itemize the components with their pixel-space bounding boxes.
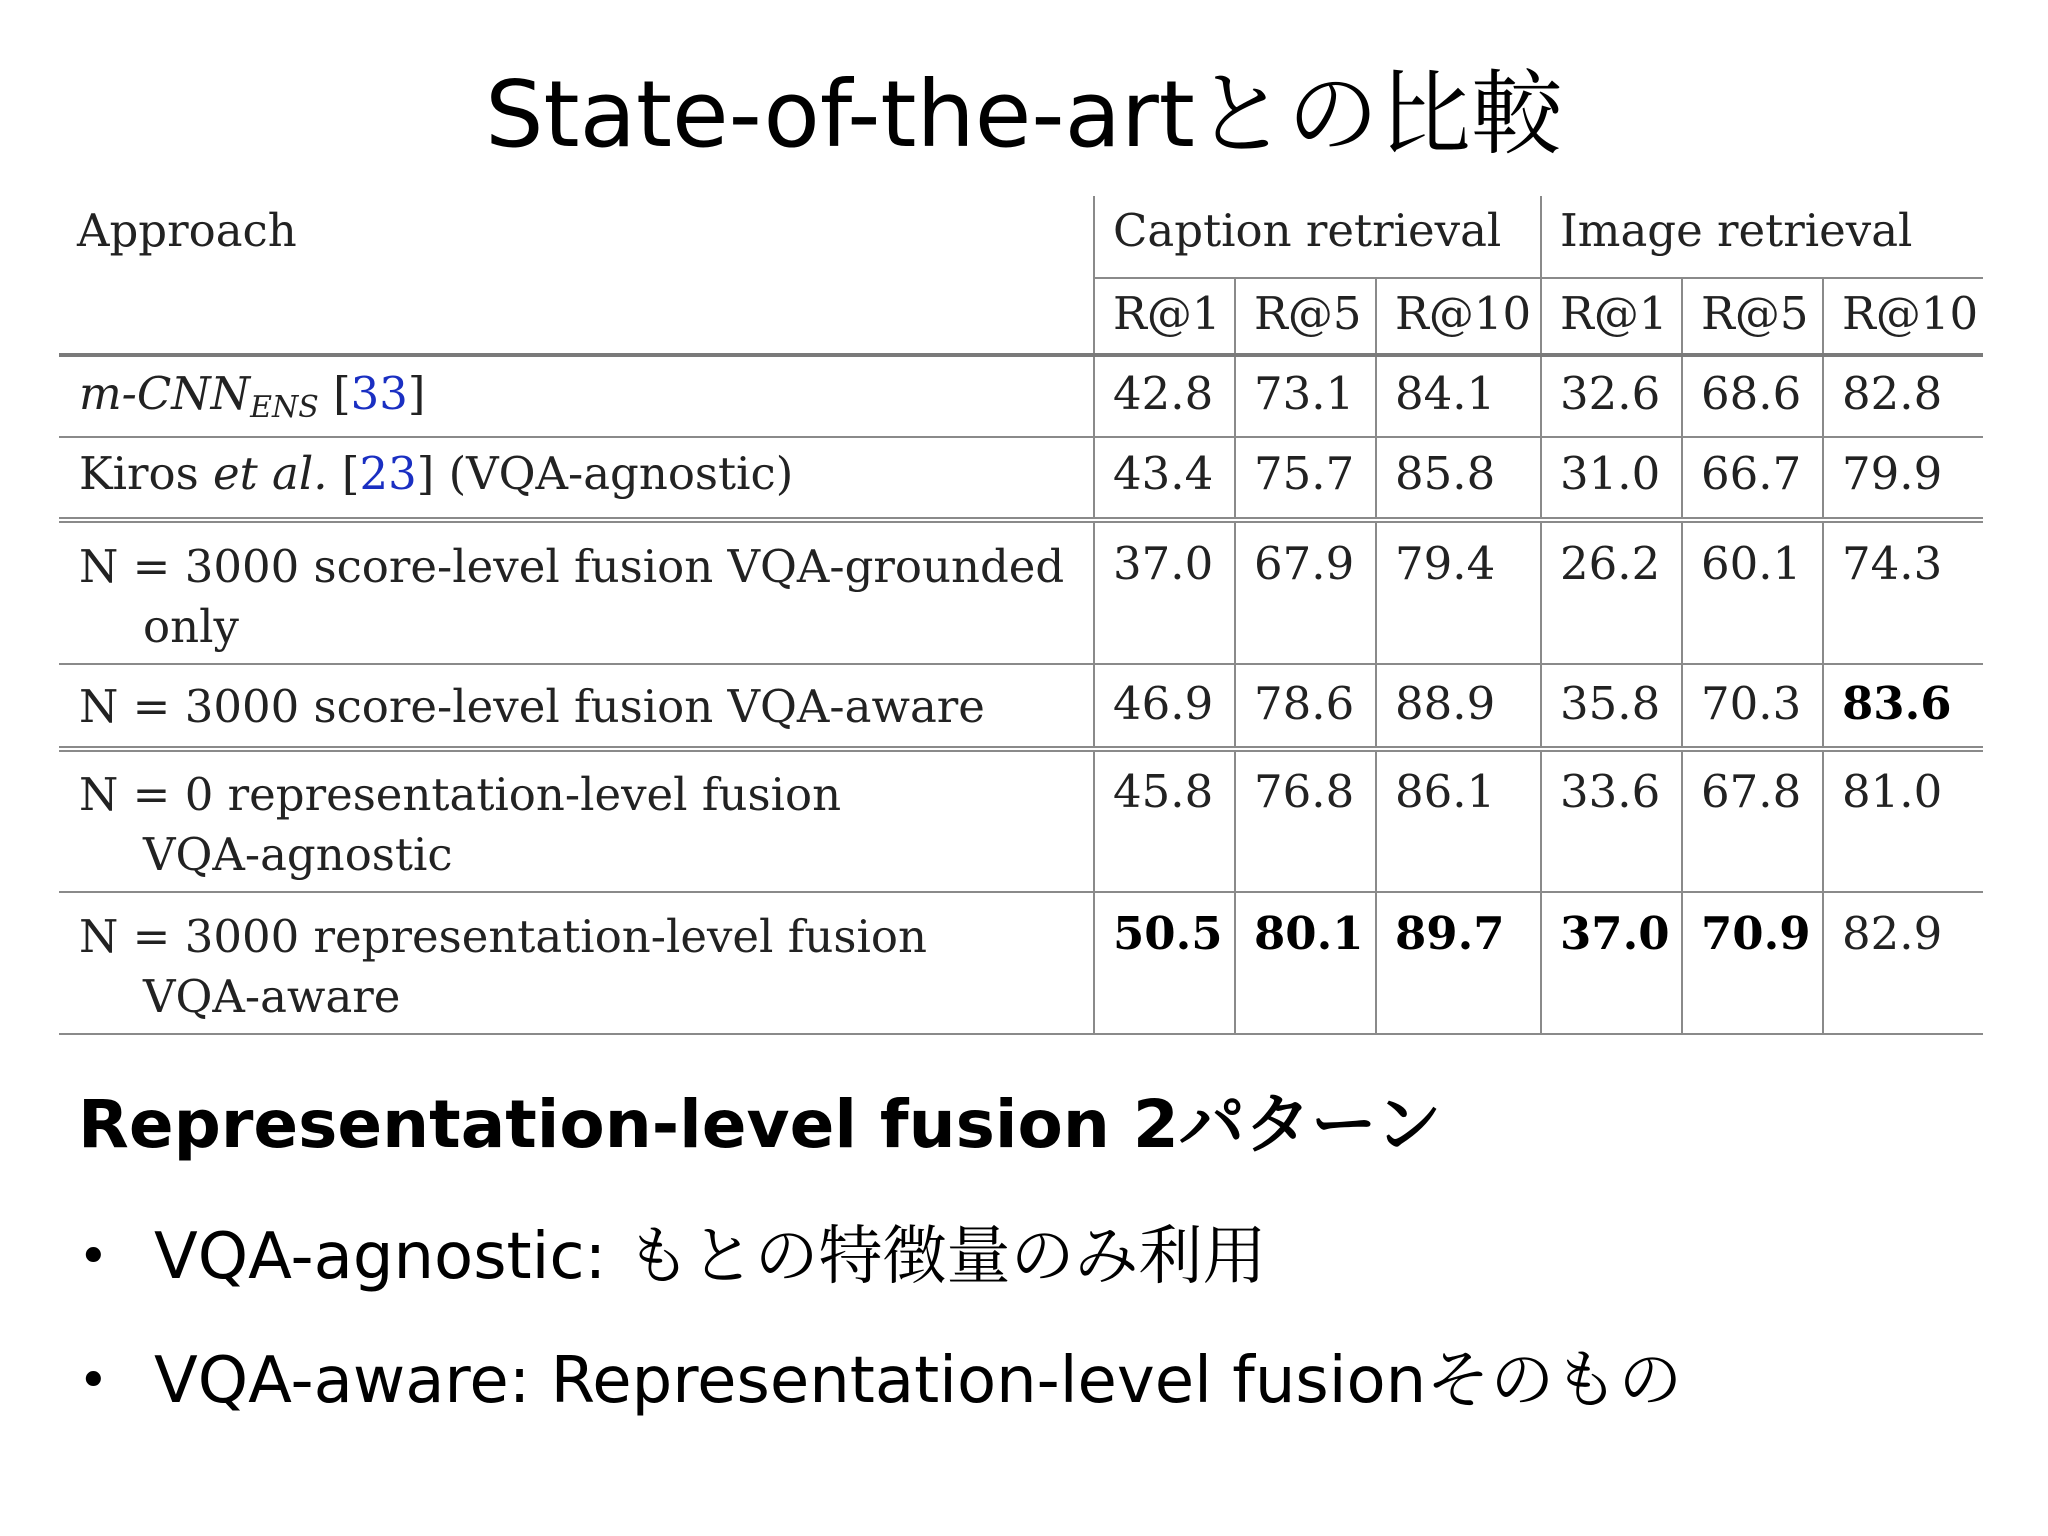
value-cell: 76.8 [1235, 749, 1376, 892]
approach-cell: Kiros et al. [23] (VQA-agnostic) [59, 437, 1094, 520]
value-cell: 86.1 [1376, 749, 1541, 892]
value-cell-best: 70.9 [1682, 892, 1823, 1034]
value-cell: 81.0 [1823, 749, 1983, 892]
value-cell: 43.4 [1094, 437, 1235, 520]
results-table [59, 196, 1983, 1035]
value-cell: 79.4 [1376, 520, 1541, 664]
value-cell: 66.7 [1682, 437, 1823, 520]
table-row [59, 664, 1983, 749]
value-cell: 79.9 [1823, 437, 1983, 520]
bullet-text: VQA-aware: Representation-level fusionそのもの [154, 1344, 1683, 1418]
value-cell: 70.3 [1682, 664, 1823, 749]
table-row [59, 355, 1983, 437]
approach-cell: N = 3000 representation-level fusion VQA-aware [59, 892, 1094, 1034]
value-cell: 26.2 [1541, 520, 1682, 664]
value-cell: 32.6 [1541, 355, 1682, 437]
section-heading: Representation-level fusion 2パターン [78, 1086, 1442, 1163]
citation-link[interactable]: 33 [350, 367, 408, 420]
value-cell: 45.8 [1094, 749, 1235, 892]
image-retrieval-header: Image retrieval [1541, 196, 1983, 278]
subheader-cell: R@5 [1235, 278, 1376, 355]
value-cell: 67.9 [1235, 520, 1376, 664]
bullet-item [78, 1195, 1682, 1319]
value-cell: 82.9 [1823, 892, 1983, 1034]
value-cell: 85.8 [1376, 437, 1541, 520]
header-spacer [59, 278, 1094, 355]
bullet-icon: • [78, 1351, 109, 1411]
approach-header: Approach [77, 204, 297, 257]
bullet-icon: • [78, 1227, 109, 1287]
value-cell: 60.1 [1682, 520, 1823, 664]
value-cell-best: 80.1 [1235, 892, 1376, 1034]
value-cell: 73.1 [1235, 355, 1376, 437]
value-cell: 35.8 [1541, 664, 1682, 749]
value-cell: 42.8 [1094, 355, 1235, 437]
caption-retrieval-header: Caption retrieval [1094, 196, 1541, 278]
value-cell: 74.3 [1823, 520, 1983, 664]
value-cell: 37.0 [1094, 520, 1235, 664]
value-cell-best: 83.6 [1823, 664, 1983, 749]
value-cell: 75.7 [1235, 437, 1376, 520]
value-cell: 82.8 [1823, 355, 1983, 437]
value-cell: 84.1 [1376, 355, 1541, 437]
value-cell: 78.6 [1235, 664, 1376, 749]
subheader-cell: R@10 [1376, 278, 1541, 355]
value-cell: 67.8 [1682, 749, 1823, 892]
subheader-cell: R@1 [1541, 278, 1682, 355]
bullet-text: VQA-agnostic: もとの特徴量のみ利用 [154, 1220, 1267, 1294]
citation-link[interactable]: 23 [359, 447, 417, 500]
table-row [59, 892, 1983, 1034]
approach-cell: N = 3000 score-level fusion VQA-aware [59, 664, 1094, 749]
value-cell: 46.9 [1094, 664, 1235, 749]
bullet-list [78, 1195, 1682, 1443]
approach-cell: N = 3000 score-level fusion VQA-grounded only [59, 520, 1094, 664]
value-cell: 88.9 [1376, 664, 1541, 749]
bullet-item [78, 1319, 1682, 1443]
approach-cell: $m-CNN_{ENS}$ [33] [59, 355, 1094, 437]
subheader-cell: R@1 [1094, 278, 1235, 355]
value-cell: 68.6 [1682, 355, 1823, 437]
slide-title: State-of-the-artとの比較 [485, 61, 1563, 168]
table-row [59, 749, 1983, 892]
value-cell-best: 37.0 [1541, 892, 1682, 1034]
subheader-cell: R@5 [1682, 278, 1823, 355]
value-cell-best: 50.5 [1094, 892, 1235, 1034]
value-cell-best: 89.7 [1376, 892, 1541, 1034]
table-row [59, 520, 1983, 664]
value-cell: 33.6 [1541, 749, 1682, 892]
table-row [59, 437, 1983, 520]
subheader-cell: R@10 [1823, 278, 1983, 355]
approach-cell: N = 0 representation-level fusion VQA-agnostic [59, 749, 1094, 892]
value-cell: 31.0 [1541, 437, 1682, 520]
